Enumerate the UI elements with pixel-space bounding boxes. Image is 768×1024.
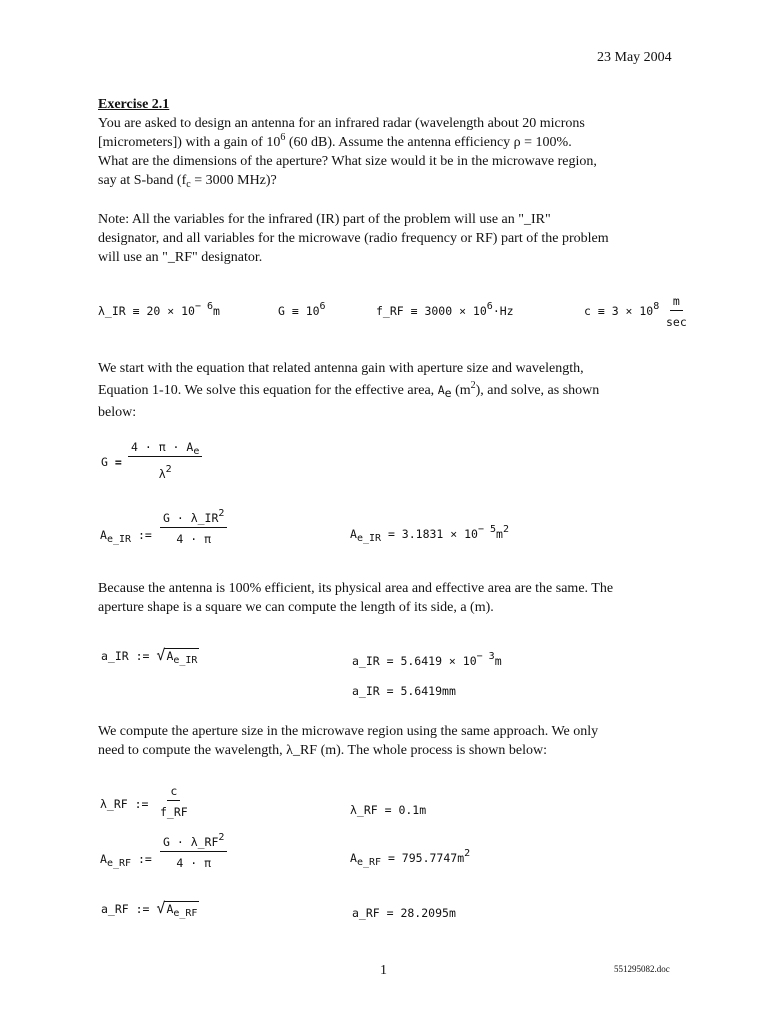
gain-eq-lhs: G = <box>101 455 122 469</box>
a-ir-result-m: a_IR = 5.6419 × 10− 3m <box>352 651 502 668</box>
ae-ir-lhs: Ae_IR := <box>100 528 152 545</box>
ae-ir-fraction: $\frac{G \cdot \lambda\_IR2}{4 \cdot \pi}$ <box>160 511 227 546</box>
def-c-unit: m sec <box>666 294 687 329</box>
filename: 551295082.doc <box>614 964 670 974</box>
square-text: aperture shape is a square we can compute the length of its side, a (m). <box>98 600 494 615</box>
def-lambda-ir: λ_IR ≡ 20 × 10− 6m <box>98 301 220 318</box>
lambda-rf-fraction: $\frac{c}{f\_RF}$ <box>160 784 188 819</box>
note-text: Note: All the variables for the infrared (IR) part of the problem will use an "_IR" <box>98 212 551 227</box>
ae-rf-fraction: $\frac{G \cdot \lambda\_RF2}{4 \cdot \pi}$ <box>160 835 227 870</box>
microwave-text: We compute the aperture size in the microwave region using the same approach. We only <box>98 724 599 739</box>
exercise-section <box>98 95 668 190</box>
note-text: will use an "_RF" designator. <box>98 250 263 265</box>
exercise-text: You are asked to design an antenna for an infrared radar (wavelength about 20 microns <box>98 116 585 131</box>
sqrt-symbol: √ <box>156 646 166 664</box>
a-rf-definition: a_RF := √Ae_RF <box>101 899 198 919</box>
def-gain: G ≡ 106 <box>278 301 326 318</box>
exercise-text: [micrometers]) with a gain of $10^6$ (60 dB). Assume the antenna efficiency ρ = 100%. <box>98 132 572 150</box>
a-rf-result: a_RF = 28.2095m <box>352 906 456 920</box>
def-c: c ≡ 3 × 108 <box>584 301 660 318</box>
lambda-rf-lhs: λ_RF := <box>100 797 149 811</box>
ae-rf-result: Ae_RF = 795.7747m2 <box>350 848 471 868</box>
def-f-rf: f_RF ≡ 3000 × 106·Hz <box>376 301 514 318</box>
note-paragraph <box>98 210 668 267</box>
square-paragraph <box>98 579 668 617</box>
ae-rf-lhs: Ae_RF := <box>100 852 152 869</box>
page-number: 1 <box>380 963 387 978</box>
gain-text: We start with the equation that related antenna gain with aperture size and wavelength, <box>98 361 584 376</box>
sqrt-symbol: √ <box>156 899 166 917</box>
a-ir-result-mm: a_IR = 5.6419mm <box>352 684 456 698</box>
microwave-text: need to compute the wavelength, λ_RF (m). The whole process is shown below: <box>98 743 547 758</box>
gain-paragraph <box>98 359 668 422</box>
gain-text: below: <box>98 405 137 420</box>
a-ir-definition: a_IR := √Ae_IR <box>101 646 198 666</box>
lambda-rf-result: λ_RF = 0.1m <box>350 803 427 817</box>
gain-eq-fraction: $\frac{4 \cdot \pi \cdot Ae}{\lambda 2}$ <box>128 440 202 481</box>
date: 23 May 2004 <box>597 50 672 65</box>
exercise-title: Exercise 2.1 <box>98 97 170 112</box>
exercise-text: say at S-band ($f_c = 3000$ MHz)? <box>98 173 277 190</box>
gain-text: Equation 1-10. We solve this equation for the effective area, $A_e$ $(m^2)$, and solve, as shown <box>98 380 600 400</box>
microwave-paragraph <box>98 722 668 760</box>
note-text: designator, and all variables for the microwave (radio frequency or RF) part of the problem <box>98 231 609 246</box>
square-text: Because the antenna is 100% efficient, its physical area and effective area are the same. The <box>98 581 614 596</box>
ae-ir-result: Ae_IR = 3.1831 × 10− 5m2 <box>350 524 509 544</box>
exercise-text: What are the dimensions of the aperture? What size would it be in the microwave region, <box>98 154 597 169</box>
